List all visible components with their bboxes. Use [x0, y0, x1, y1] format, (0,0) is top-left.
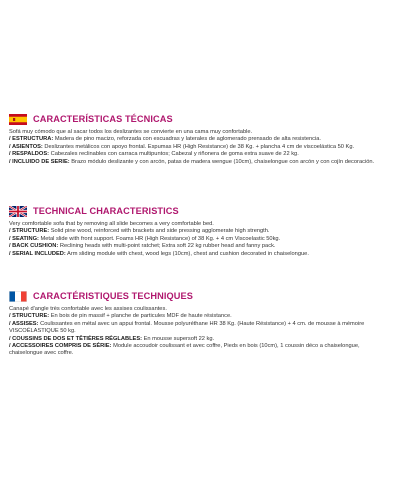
spain-flag-icon [9, 114, 27, 125]
section-title: CARACTÉRISTIQUES TECHNIQUES [33, 291, 193, 301]
spec-text: Reclining heads with multi-point ratchet; Extra soft 22 kg rubber head and fanny pack. [58, 243, 276, 250]
spec-text: Madera de pino macizo, reforzada con escuadras y laterales de aglomerado prensado de alta resistencia. [53, 136, 322, 143]
spec-text: Brazo módulo deslizante y con arcón, patas de madera wengue (10cm), chaiselongue con arcón y con cojín decoración. [69, 158, 375, 165]
spec-key: / COUSSINS DE DOS ET TÊTIÈRES RÉGLABLES: [9, 335, 143, 342]
spec-item [9, 313, 393, 320]
section-intro: Very comfortable sofa that by removing all slide becomes a very comfortable bed. [9, 221, 214, 227]
spec-text: En mousse supersoft 22 kg. [142, 335, 215, 342]
spec-item [9, 151, 393, 158]
uk-flag-icon [9, 206, 27, 217]
section-heading [9, 289, 393, 303]
spec-key: / INCLUIDO DE SERIE: [9, 158, 70, 165]
section-heading [9, 112, 393, 126]
section-title: CARACTERÍSTICAS TÉCNICAS [33, 114, 173, 124]
spec-item [9, 236, 393, 243]
section-spanish [9, 112, 393, 166]
spec-item [9, 321, 393, 336]
spec-key: / ASSISES: [9, 320, 39, 327]
spec-text: Deslizantes metálicos con apoyo frontal. Espumas HR (High Resistance) de 38 Kg. + plancha 4 cm de viscoelástica 50 Kg. [42, 143, 355, 150]
spec-text: Solid pine wood, reinforced with brackets and side pressing agglomerate high strength. [49, 228, 270, 235]
spec-text: En bois de pin massif + planche de particules MDF de haute résistance. [49, 313, 232, 320]
spec-text: Cabezales reclinables con carraca multipuntos; Cabezal y riñonera de goma extra suave de 22 kg. [49, 151, 299, 158]
spec-text: Metal slide with front support. Foams HR (High Resistance) of 38 Kg. + 4 cm Viscoelastic 50kg. [38, 235, 281, 242]
section-intro: Canapé d'angle très confortable avec les assises coulissantes. [9, 306, 167, 312]
spec-key: / ESTRUCTURA: [9, 136, 54, 143]
spec-text: Arm sliding module with chest, wood legs (10cm), chest and cushion decorated in chaiselongue. [65, 250, 309, 257]
spec-key: / RESPALDOS: [9, 151, 50, 158]
spec-item [9, 228, 393, 235]
spec-key: / ACCESSOIRES COMPRIS DE SÉRIE: [9, 343, 112, 350]
france-flag-icon [9, 291, 27, 302]
spec-key: / STRUCTURE: [9, 228, 50, 235]
spec-key: / BACK CUSHION: [9, 243, 59, 250]
section-intro: Sofá muy cómodo que al sacar todos los deslizantes se convierte en una cama muy confortable. [9, 129, 253, 135]
spec-item [9, 144, 393, 151]
spec-item [9, 159, 393, 166]
section-title: TECHNICAL CHARACTERISTICS [33, 206, 179, 216]
spec-item [9, 336, 393, 343]
spec-item [9, 251, 393, 258]
spec-key: / ASIENTOS: [9, 143, 43, 150]
section-english [9, 204, 393, 258]
spec-text: Module accoudoir coulissant et avec coffre, Pieds en bois (10cm), 1 coussin déco a chaiselongue, chaiselongue avec coffre. [9, 343, 360, 357]
spec-text: Coulissantes en métal avec un appui frontal. Mousse polyuréthane HR 38 Kg. (Haute Résistance) + 4 cm. de mousse à mémoire VISCOÉLASTIQUE 50 kg. [9, 320, 365, 335]
spec-item [9, 243, 393, 250]
spec-item [9, 343, 393, 358]
section-heading [9, 204, 393, 218]
spec-item [9, 136, 393, 143]
spec-key: / SERIAL INCLUDED: [9, 250, 66, 257]
spec-key: / STRUCTURE: [9, 313, 50, 320]
section-french [9, 289, 393, 358]
spec-key: / SEATING: [9, 235, 39, 242]
